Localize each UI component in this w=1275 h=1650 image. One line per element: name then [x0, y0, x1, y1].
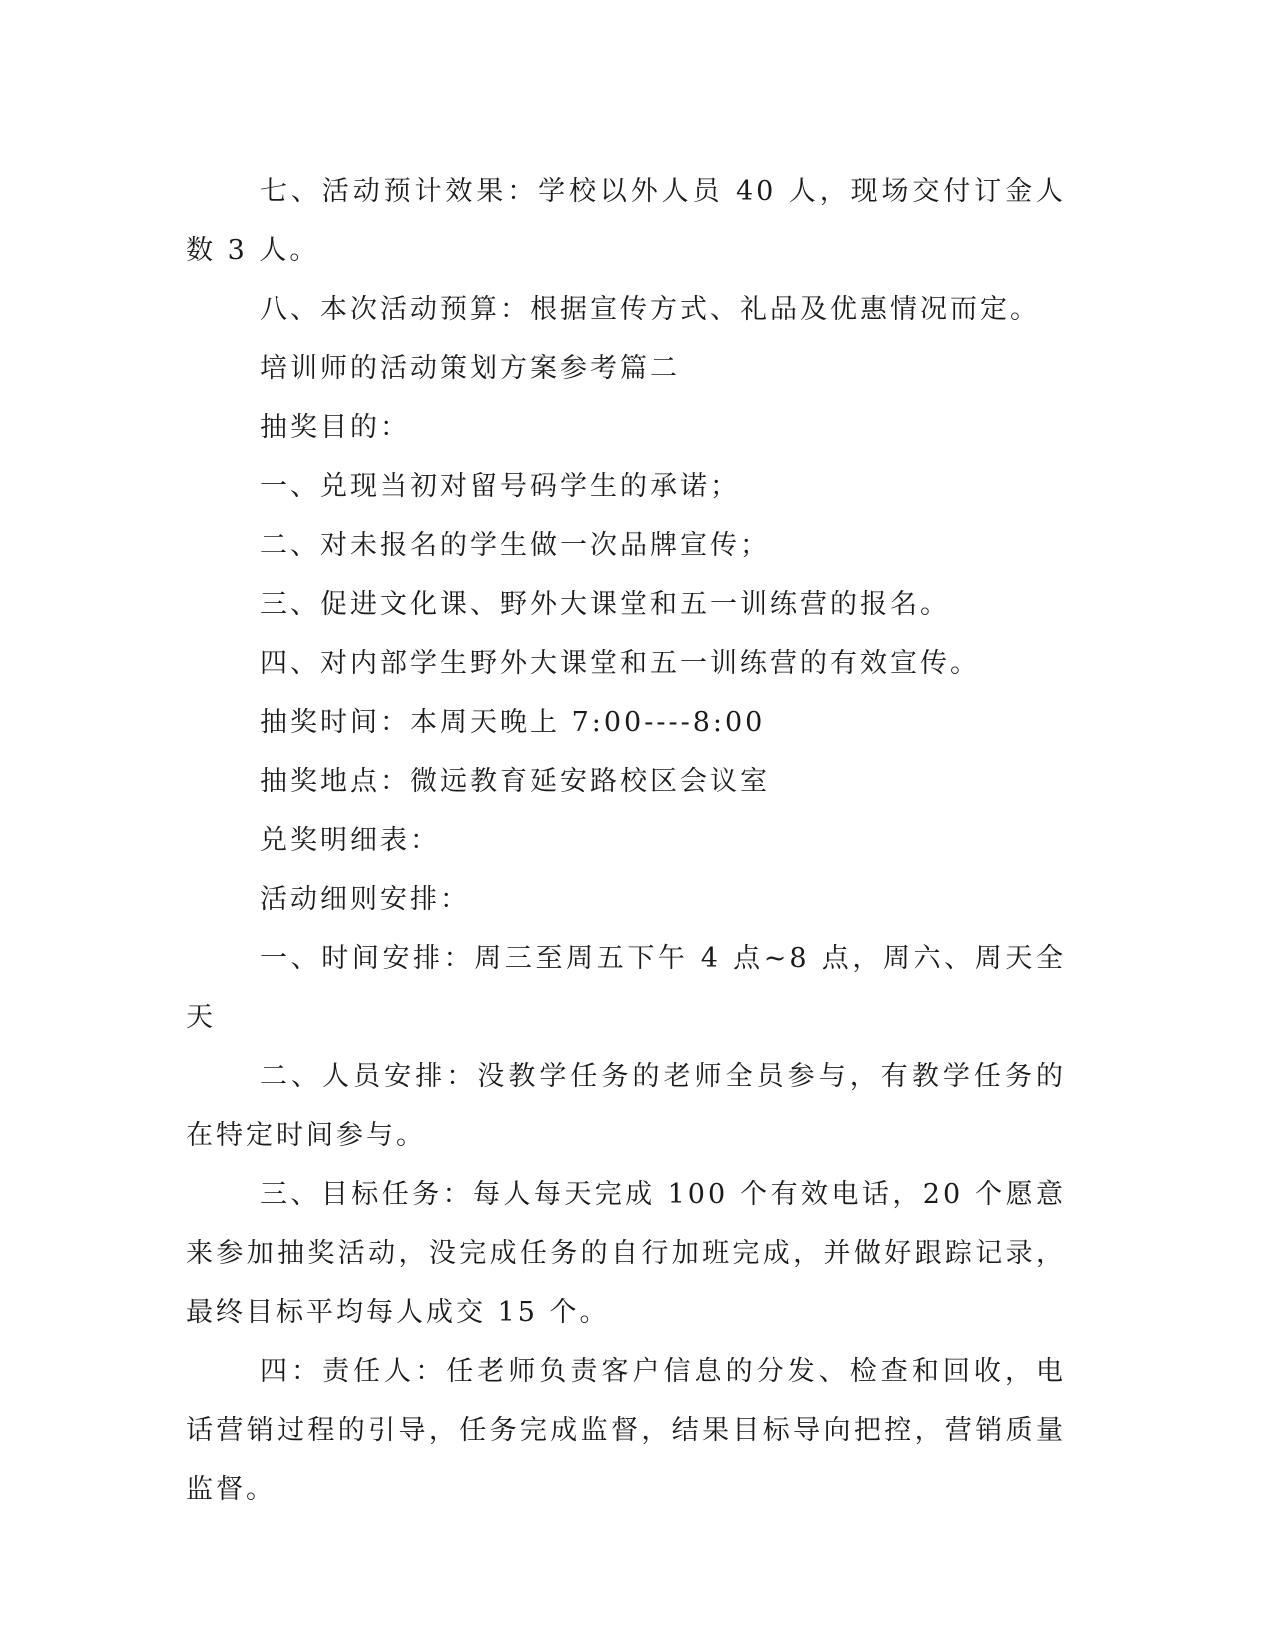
paragraph-purpose-1: 一、兑现当初对留号码学生的承诺； — [260, 471, 740, 502]
paragraph-responsible-person: 四：责任人：任老师负责客户信息的分发、检查和回收，电话营销过程的引导，任务完成监督，结果目标导向把控，营销质量监督。 — [186, 1356, 1066, 1505]
section-heading: 培训师的活动策划方案参考篇二 — [260, 353, 680, 384]
paragraph-expected-effect: 七、活动预计效果：学校以外人员 40 人，现场交付订金人数 3 人。 — [186, 176, 1066, 266]
paragraph-purpose-4: 四、对内部学生野外大课堂和五一训练营的有效宣传。 — [260, 648, 980, 679]
paragraph-schedule: 一、时间安排：周三至周五下午 4 点~8 点，周六、周天全天 — [186, 943, 1066, 1033]
paragraph-targets: 三、目标任务：每人每天完成 100 个有效电话，20 个愿意来参加抽奖活动，没完成任务的自行加班完成，并做好跟踪记录，最终目标平均每人成交 15 个。 — [186, 1179, 1066, 1328]
paragraph-budget: 八、本次活动预算：根据宣传方式、礼品及优惠情况而定。 — [260, 294, 1040, 325]
paragraph-staffing: 二、人员安排：没教学任务的老师全员参与，有教学任务的在特定时间参与。 — [186, 1061, 1066, 1151]
paragraph-prize-table-label: 兑奖明细表： — [260, 825, 440, 856]
paragraph-purpose-2: 二、对未报名的学生做一次品牌宣传； — [260, 530, 770, 561]
paragraph-activity-rules-label: 活动细则安排： — [260, 884, 470, 915]
paragraph-lottery-location: 抽奖地点：微远教育延安路校区会议室 — [260, 766, 770, 797]
paragraph-lottery-purpose-label: 抽奖目的： — [260, 412, 410, 443]
paragraph-purpose-3: 三、促进文化课、野外大课堂和五一训练营的报名。 — [260, 589, 950, 620]
paragraph-lottery-time: 抽奖时间：本周天晚上 7:00----8:00 — [260, 707, 766, 738]
document-body — [186, 162, 1066, 1519]
